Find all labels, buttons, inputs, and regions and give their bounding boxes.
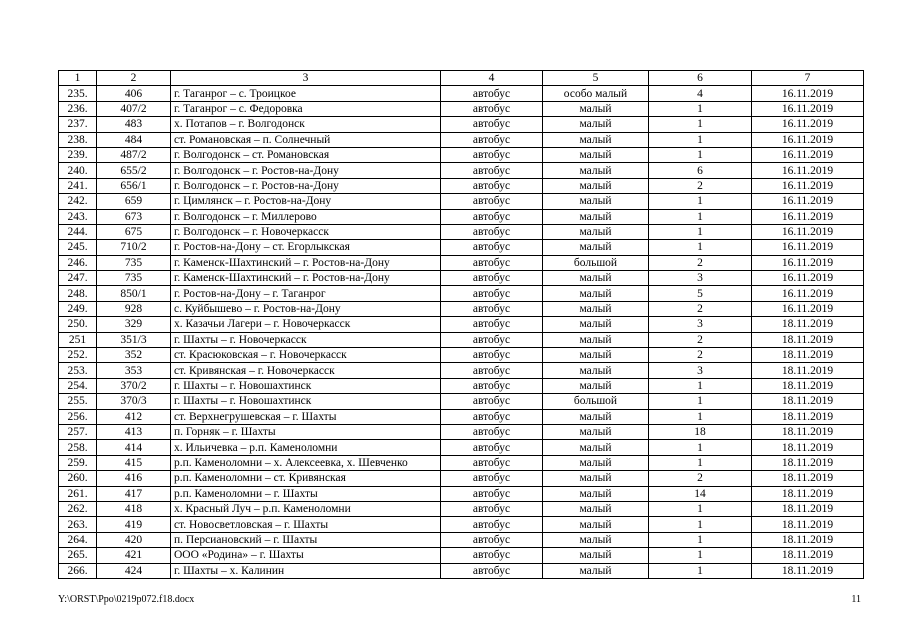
- vehicle-class-cell: малый: [543, 363, 649, 378]
- date-cell: 18.11.2019: [752, 394, 864, 409]
- vehicle-count-cell: 6: [649, 163, 752, 178]
- route-name-cell: х. Красный Луч – р.п. Каменоломни: [171, 501, 441, 516]
- vehicle-count-cell: 14: [649, 486, 752, 501]
- table-row: [59, 348, 864, 363]
- route-number-cell: 416: [97, 471, 171, 486]
- row-number-cell: 240.: [59, 163, 97, 178]
- column-header: 2: [97, 71, 171, 86]
- vehicle-count-cell: 2: [649, 332, 752, 347]
- row-number-cell: 254.: [59, 378, 97, 393]
- date-cell: 16.11.2019: [752, 101, 864, 116]
- table-row: [59, 301, 864, 316]
- table-row: [59, 86, 864, 101]
- vehicle-type-cell: автобус: [441, 455, 543, 470]
- vehicle-class-cell: малый: [543, 471, 649, 486]
- route-number-cell: 407/2: [97, 101, 171, 116]
- route-name-cell: х. Ильичевка – р.п. Каменоломни: [171, 440, 441, 455]
- date-cell: 18.11.2019: [752, 501, 864, 516]
- route-name-cell: г. Волгодонск – г. Миллерово: [171, 209, 441, 224]
- table-row: [59, 117, 864, 132]
- vehicle-count-cell: 3: [649, 363, 752, 378]
- vehicle-count-cell: 2: [649, 255, 752, 270]
- vehicle-type-cell: автобус: [441, 348, 543, 363]
- vehicle-type-cell: автобус: [441, 424, 543, 439]
- row-number-cell: 250.: [59, 317, 97, 332]
- vehicle-count-cell: 1: [649, 517, 752, 532]
- table-row: [59, 255, 864, 270]
- table-row: [59, 394, 864, 409]
- route-number-cell: 673: [97, 209, 171, 224]
- route-number-cell: 418: [97, 501, 171, 516]
- vehicle-type-cell: автобус: [441, 163, 543, 178]
- vehicle-count-cell: 1: [649, 394, 752, 409]
- route-number-cell: 483: [97, 117, 171, 132]
- route-number-cell: 484: [97, 132, 171, 147]
- route-name-cell: г. Каменск-Шахтинский – г. Ростов-на-Дону: [171, 255, 441, 270]
- vehicle-class-cell: малый: [543, 132, 649, 147]
- vehicle-class-cell: малый: [543, 378, 649, 393]
- table-row: [59, 424, 864, 439]
- vehicle-type-cell: автобус: [441, 317, 543, 332]
- date-cell: 16.11.2019: [752, 286, 864, 301]
- route-name-cell: с. Куйбышево – г. Ростов-на-Дону: [171, 301, 441, 316]
- route-name-cell: г. Цимлянск – г. Ростов-на-Дону: [171, 194, 441, 209]
- route-name-cell: п. Персиановский – г. Шахты: [171, 532, 441, 547]
- table-row: [59, 440, 864, 455]
- date-cell: 18.11.2019: [752, 440, 864, 455]
- vehicle-type-cell: автобус: [441, 224, 543, 239]
- row-number-cell: 266.: [59, 563, 97, 578]
- vehicle-class-cell: малый: [543, 548, 649, 563]
- row-number-cell: 260.: [59, 471, 97, 486]
- vehicle-class-cell: малый: [543, 486, 649, 501]
- vehicle-type-cell: автобус: [441, 501, 543, 516]
- route-number-cell: 421: [97, 548, 171, 563]
- table-row: [59, 101, 864, 116]
- date-cell: 18.11.2019: [752, 424, 864, 439]
- route-number-cell: 655/2: [97, 163, 171, 178]
- row-number-cell: 245.: [59, 240, 97, 255]
- date-cell: 16.11.2019: [752, 301, 864, 316]
- route-name-cell: р.п. Каменоломни – ст. Кривянская: [171, 471, 441, 486]
- row-number-cell: 264.: [59, 532, 97, 547]
- row-number-cell: 258.: [59, 440, 97, 455]
- route-name-cell: г. Таганрог – с. Троицкое: [171, 86, 441, 101]
- row-number-cell: 247.: [59, 271, 97, 286]
- table-row: [59, 271, 864, 286]
- table-row: [59, 532, 864, 547]
- vehicle-type-cell: автобус: [441, 240, 543, 255]
- vehicle-class-cell: малый: [543, 409, 649, 424]
- table-row: [59, 132, 864, 147]
- vehicle-type-cell: автобус: [441, 363, 543, 378]
- route-number-cell: 420: [97, 532, 171, 547]
- route-name-cell: ООО «Родина» – г. Шахты: [171, 548, 441, 563]
- date-cell: 16.11.2019: [752, 132, 864, 147]
- date-cell: 18.11.2019: [752, 548, 864, 563]
- vehicle-type-cell: автобус: [441, 147, 543, 162]
- date-cell: 16.11.2019: [752, 86, 864, 101]
- route-number-cell: 351/3: [97, 332, 171, 347]
- table-row: [59, 317, 864, 332]
- route-name-cell: р.п. Каменоломни – г. Шахты: [171, 486, 441, 501]
- vehicle-class-cell: малый: [543, 194, 649, 209]
- route-number-cell: 928: [97, 301, 171, 316]
- vehicle-class-cell: малый: [543, 424, 649, 439]
- vehicle-class-cell: малый: [543, 501, 649, 516]
- row-number-cell: 252.: [59, 348, 97, 363]
- vehicle-count-cell: 1: [649, 409, 752, 424]
- row-number-cell: 241.: [59, 178, 97, 193]
- page-number: 11: [851, 594, 861, 605]
- vehicle-class-cell: малый: [543, 348, 649, 363]
- route-name-cell: г. Волгодонск – г. Новочеркасск: [171, 224, 441, 239]
- row-number-cell: 238.: [59, 132, 97, 147]
- vehicle-count-cell: 2: [649, 301, 752, 316]
- vehicle-type-cell: автобус: [441, 563, 543, 578]
- row-number-cell: 263.: [59, 517, 97, 532]
- vehicle-class-cell: малый: [543, 163, 649, 178]
- route-name-cell: г. Волгодонск – г. Ростов-на-Дону: [171, 178, 441, 193]
- route-number-cell: 417: [97, 486, 171, 501]
- row-number-cell: 265.: [59, 548, 97, 563]
- route-name-cell: х. Казачьи Лагери – г. Новочеркасск: [171, 317, 441, 332]
- date-cell: 18.11.2019: [752, 378, 864, 393]
- route-number-cell: 419: [97, 517, 171, 532]
- route-name-cell: п. Горняк – г. Шахты: [171, 424, 441, 439]
- vehicle-class-cell: малый: [543, 117, 649, 132]
- date-cell: 18.11.2019: [752, 471, 864, 486]
- route-number-cell: 424: [97, 563, 171, 578]
- vehicle-count-cell: 3: [649, 271, 752, 286]
- date-cell: 18.11.2019: [752, 332, 864, 347]
- column-header: 7: [752, 71, 864, 86]
- row-number-cell: 235.: [59, 86, 97, 101]
- vehicle-class-cell: малый: [543, 224, 649, 239]
- vehicle-count-cell: 2: [649, 471, 752, 486]
- vehicle-class-cell: малый: [543, 271, 649, 286]
- row-number-cell: 237.: [59, 117, 97, 132]
- vehicle-type-cell: автобус: [441, 86, 543, 101]
- row-number-cell: 244.: [59, 224, 97, 239]
- route-name-cell: г. Шахты – г. Новошахтинск: [171, 394, 441, 409]
- vehicle-type-cell: автобус: [441, 471, 543, 486]
- column-header: 5: [543, 71, 649, 86]
- route-name-cell: р.п. Каменоломни – х. Алексеевка, х. Шевченко: [171, 455, 441, 470]
- route-number-cell: 412: [97, 409, 171, 424]
- vehicle-class-cell: малый: [543, 517, 649, 532]
- vehicle-type-cell: автобус: [441, 517, 543, 532]
- vehicle-type-cell: автобус: [441, 440, 543, 455]
- vehicle-count-cell: 1: [649, 209, 752, 224]
- table-row: [59, 363, 864, 378]
- vehicle-count-cell: 1: [649, 440, 752, 455]
- route-name-cell: ст. Новосветловская – г. Шахты: [171, 517, 441, 532]
- date-cell: 18.11.2019: [752, 455, 864, 470]
- vehicle-type-cell: автобус: [441, 117, 543, 132]
- vehicle-type-cell: автобус: [441, 332, 543, 347]
- table-row: [59, 563, 864, 578]
- table-row: [59, 501, 864, 516]
- date-cell: 18.11.2019: [752, 317, 864, 332]
- row-number-cell: 239.: [59, 147, 97, 162]
- vehicle-count-cell: 1: [649, 455, 752, 470]
- table-row: [59, 517, 864, 532]
- route-name-cell: х. Потапов – г. Волгодонск: [171, 117, 441, 132]
- row-number-cell: 251: [59, 332, 97, 347]
- route-number-cell: 406: [97, 86, 171, 101]
- vehicle-count-cell: 1: [649, 132, 752, 147]
- row-number-cell: 236.: [59, 101, 97, 116]
- row-number-cell: 261.: [59, 486, 97, 501]
- vehicle-count-cell: 5: [649, 286, 752, 301]
- vehicle-type-cell: автобус: [441, 394, 543, 409]
- route-number-cell: 413: [97, 424, 171, 439]
- vehicle-class-cell: малый: [543, 563, 649, 578]
- row-number-cell: 253.: [59, 363, 97, 378]
- table-row: [59, 178, 864, 193]
- vehicle-count-cell: 1: [649, 378, 752, 393]
- vehicle-class-cell: особо малый: [543, 86, 649, 101]
- route-number-cell: 353: [97, 363, 171, 378]
- table-row: [59, 163, 864, 178]
- vehicle-class-cell: большой: [543, 255, 649, 270]
- vehicle-type-cell: автобус: [441, 209, 543, 224]
- row-number-cell: 257.: [59, 424, 97, 439]
- date-cell: 16.11.2019: [752, 117, 864, 132]
- column-header: 6: [649, 71, 752, 86]
- route-name-cell: г. Волгодонск – г. Ростов-на-Дону: [171, 163, 441, 178]
- vehicle-count-cell: 1: [649, 501, 752, 516]
- vehicle-count-cell: 1: [649, 147, 752, 162]
- table-row: [59, 224, 864, 239]
- vehicle-count-cell: 1: [649, 101, 752, 116]
- vehicle-class-cell: малый: [543, 101, 649, 116]
- route-number-cell: 487/2: [97, 147, 171, 162]
- row-number-cell: 249.: [59, 301, 97, 316]
- date-cell: 18.11.2019: [752, 409, 864, 424]
- route-number-cell: 656/1: [97, 178, 171, 193]
- vehicle-class-cell: малый: [543, 286, 649, 301]
- date-cell: 18.11.2019: [752, 486, 864, 501]
- vehicle-type-cell: автобус: [441, 132, 543, 147]
- vehicle-count-cell: 1: [649, 532, 752, 547]
- date-cell: 16.11.2019: [752, 194, 864, 209]
- route-name-cell: г. Волгодонск – ст. Романовская: [171, 147, 441, 162]
- route-number-cell: 659: [97, 194, 171, 209]
- route-name-cell: ст. Красюковская – г. Новочеркасск: [171, 348, 441, 363]
- route-name-cell: ст. Кривянская – г. Новочеркасск: [171, 363, 441, 378]
- route-name-cell: г. Таганрог – с. Федоровка: [171, 101, 441, 116]
- vehicle-count-cell: 2: [649, 178, 752, 193]
- vehicle-class-cell: малый: [543, 301, 649, 316]
- table-row: [59, 240, 864, 255]
- date-cell: 16.11.2019: [752, 209, 864, 224]
- row-number-cell: 242.: [59, 194, 97, 209]
- date-cell: 16.11.2019: [752, 178, 864, 193]
- vehicle-type-cell: автобус: [441, 486, 543, 501]
- route-number-cell: 329: [97, 317, 171, 332]
- date-cell: 18.11.2019: [752, 563, 864, 578]
- route-number-cell: 414: [97, 440, 171, 455]
- table-row: [59, 147, 864, 162]
- route-number-cell: 370/2: [97, 378, 171, 393]
- row-number-cell: 243.: [59, 209, 97, 224]
- column-header: 1: [59, 71, 97, 86]
- route-number-cell: 352: [97, 348, 171, 363]
- vehicle-class-cell: малый: [543, 317, 649, 332]
- vehicle-count-cell: 4: [649, 86, 752, 101]
- vehicle-count-cell: 1: [649, 194, 752, 209]
- vehicle-count-cell: 1: [649, 240, 752, 255]
- table-row: [59, 286, 864, 301]
- vehicle-class-cell: малый: [543, 440, 649, 455]
- row-number-cell: 256.: [59, 409, 97, 424]
- route-name-cell: г. Шахты – х. Калинин: [171, 563, 441, 578]
- row-number-cell: 262.: [59, 501, 97, 516]
- route-number-cell: 370/3: [97, 394, 171, 409]
- document-file-path: Y:\ORST\Ppo\0219p072.f18.docx: [58, 594, 195, 605]
- date-cell: 18.11.2019: [752, 532, 864, 547]
- table-row: [59, 455, 864, 470]
- route-number-cell: 415: [97, 455, 171, 470]
- route-table: [58, 70, 864, 579]
- vehicle-class-cell: малый: [543, 532, 649, 547]
- vehicle-type-cell: автобус: [441, 378, 543, 393]
- table-row: [59, 548, 864, 563]
- vehicle-type-cell: автобус: [441, 194, 543, 209]
- date-cell: 18.11.2019: [752, 348, 864, 363]
- vehicle-count-cell: 1: [649, 563, 752, 578]
- column-header: 3: [171, 71, 441, 86]
- vehicle-count-cell: 1: [649, 224, 752, 239]
- vehicle-type-cell: автобус: [441, 178, 543, 193]
- date-cell: 16.11.2019: [752, 224, 864, 239]
- vehicle-type-cell: автобус: [441, 548, 543, 563]
- route-number-cell: 710/2: [97, 240, 171, 255]
- date-cell: 16.11.2019: [752, 240, 864, 255]
- date-cell: 18.11.2019: [752, 363, 864, 378]
- vehicle-class-cell: малый: [543, 209, 649, 224]
- row-number-cell: 259.: [59, 455, 97, 470]
- route-number-cell: 850/1: [97, 286, 171, 301]
- vehicle-count-cell: 2: [649, 348, 752, 363]
- route-number-cell: 675: [97, 224, 171, 239]
- date-cell: 16.11.2019: [752, 255, 864, 270]
- vehicle-class-cell: большой: [543, 394, 649, 409]
- table-row: [59, 332, 864, 347]
- vehicle-type-cell: автобус: [441, 255, 543, 270]
- table-row: [59, 209, 864, 224]
- route-name-cell: ст. Романовская – п. Солнечный: [171, 132, 441, 147]
- vehicle-count-cell: 18: [649, 424, 752, 439]
- vehicle-count-cell: 1: [649, 548, 752, 563]
- row-number-cell: 255.: [59, 394, 97, 409]
- route-name-cell: г. Каменск-Шахтинский – г. Ростов-на-Дону: [171, 271, 441, 286]
- vehicle-class-cell: малый: [543, 240, 649, 255]
- route-name-cell: г. Шахты – г. Новочеркасск: [171, 332, 441, 347]
- row-number-cell: 248.: [59, 286, 97, 301]
- vehicle-class-cell: малый: [543, 178, 649, 193]
- vehicle-type-cell: автобус: [441, 409, 543, 424]
- route-number-cell: 735: [97, 271, 171, 286]
- row-number-cell: 246.: [59, 255, 97, 270]
- vehicle-type-cell: автобус: [441, 101, 543, 116]
- table-row: [59, 194, 864, 209]
- vehicle-type-cell: автобус: [441, 532, 543, 547]
- vehicle-type-cell: автобус: [441, 271, 543, 286]
- vehicle-count-cell: 3: [649, 317, 752, 332]
- route-name-cell: ст. Верхнегрушевская – г. Шахты: [171, 409, 441, 424]
- table-row: [59, 378, 864, 393]
- route-name-cell: г. Шахты – г. Новошахтинск: [171, 378, 441, 393]
- route-name-cell: г. Ростов-на-Дону – ст. Егорлыкская: [171, 240, 441, 255]
- vehicle-class-cell: малый: [543, 332, 649, 347]
- table-row: [59, 486, 864, 501]
- route-name-cell: г. Ростов-на-Дону – г. Таганрог: [171, 286, 441, 301]
- vehicle-count-cell: 1: [649, 117, 752, 132]
- vehicle-type-cell: автобус: [441, 301, 543, 316]
- table-header-row: [59, 71, 864, 86]
- table-row: [59, 471, 864, 486]
- route-number-cell: 735: [97, 255, 171, 270]
- date-cell: 18.11.2019: [752, 517, 864, 532]
- column-header: 4: [441, 71, 543, 86]
- vehicle-class-cell: малый: [543, 147, 649, 162]
- vehicle-type-cell: автобус: [441, 286, 543, 301]
- table-row: [59, 409, 864, 424]
- date-cell: 16.11.2019: [752, 163, 864, 178]
- date-cell: 16.11.2019: [752, 147, 864, 162]
- vehicle-class-cell: малый: [543, 455, 649, 470]
- date-cell: 16.11.2019: [752, 271, 864, 286]
